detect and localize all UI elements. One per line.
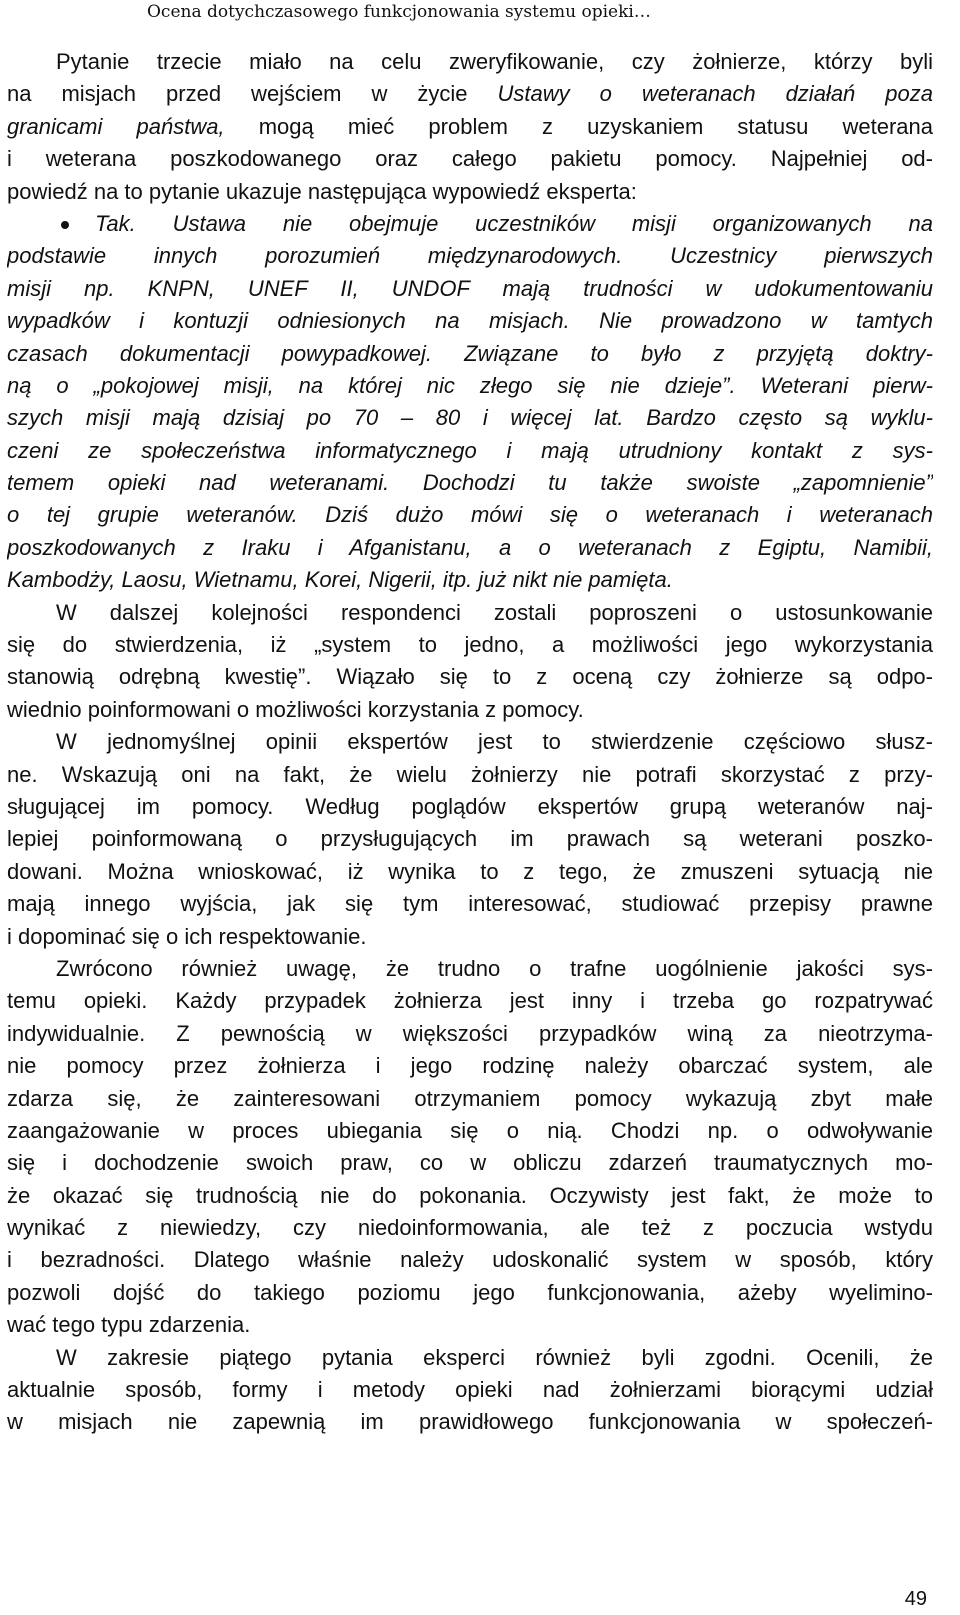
text-line bbox=[7, 888, 933, 920]
text-span: aktualnie sposób, formy i metody opieki nad żołnierzami biorącymi udział bbox=[7, 1377, 933, 1403]
text-span: i dopominać się o ich respektowanie. bbox=[7, 923, 367, 949]
text-line bbox=[7, 1244, 933, 1276]
text-line bbox=[7, 111, 933, 143]
text-span: mogą mieć problem z uzyskaniem statusu weterana bbox=[224, 113, 933, 139]
text-line bbox=[7, 1115, 933, 1147]
text-span: misji np. KNPN, UNEF II, UNDOF mają trudności w udokumentowaniu bbox=[7, 275, 933, 301]
text-span: zdarza się, że zainteresowani otrzymaniem pomocy wykazują zbyt małe bbox=[7, 1085, 933, 1111]
italic-act-title: granicami państwa, bbox=[7, 113, 225, 139]
text-line bbox=[7, 1180, 933, 1212]
text-line bbox=[7, 823, 933, 855]
text-span: wynikać z niewiedzy, czy niedoinformowania, ale też z poczucia wstydu bbox=[7, 1215, 933, 1241]
text-span: ną o „pokojowej misji, na której nic złego się nie dzieje”. Weterani pierw- bbox=[7, 372, 933, 398]
text-span: pozwoli dojść do takiego poziomu jego funkcjonowania, ażeby wyelimino- bbox=[7, 1279, 933, 1305]
text-span: się i dochodzenie swoich praw, co w obliczu zdarzeń traumatycznych mo- bbox=[7, 1150, 933, 1176]
text-line bbox=[7, 791, 933, 823]
text-span: i bezradności. Dlatego właśnie należy udoskonalić system w sposób, który bbox=[7, 1247, 933, 1273]
text-line bbox=[7, 1277, 933, 1309]
text-line bbox=[7, 143, 933, 175]
quote-line bbox=[7, 532, 933, 564]
text-line bbox=[7, 629, 933, 661]
quote-line bbox=[7, 240, 933, 272]
text-span: nie pomocy przez żołnierza i jego rodzinę należy obarczać system, ale bbox=[7, 1053, 933, 1079]
text-line bbox=[7, 694, 933, 726]
text-span: podstawie innych porozumień międzynarodowych. Uczestnicy pierwszych bbox=[7, 243, 933, 269]
text-span: Pytanie trzecie miało na celu zweryfikowanie, czy żołnierze, którzy byli bbox=[56, 49, 933, 74]
text-span: temem opieki nad weteranami. Dochodzi tu także swoiste „zapomnienie” bbox=[7, 470, 933, 496]
italic-act-title: Ustawy o weteranach działań poza bbox=[497, 81, 933, 107]
text-line bbox=[7, 759, 933, 791]
text-span: sługującej im pomocy. Według poglądów ekspertów grupą weteranów naj- bbox=[7, 793, 933, 819]
text-span: czeni ze społeczeństwa informatycznego i mają utrudniony kontakt z sys- bbox=[7, 437, 933, 463]
text-span: że okazać się trudnością nie do pokonania. Oczywisty jest fakt, że może to bbox=[7, 1182, 933, 1208]
text-line bbox=[7, 1342, 933, 1374]
text-span: Kambodży, Laosu, Wietnamu, Korei, Nigerii, itp. już nikt nie pamięta. bbox=[7, 567, 673, 593]
text-line bbox=[7, 46, 933, 78]
quote-line bbox=[7, 435, 933, 467]
text-line bbox=[7, 1309, 933, 1341]
text-line bbox=[7, 1050, 933, 1082]
body-text bbox=[7, 46, 933, 1439]
text-span: powiedź na to pytanie ukazuje następująca wypowiedź eksperta: bbox=[7, 178, 637, 204]
quote-line bbox=[7, 499, 933, 531]
running-header: Ocena dotychczasowego funkcjonowania systemu opieki… bbox=[147, 2, 651, 22]
text-span: Zwrócono również uwagę, że trudno o trafne uogólnienie jakości sys- bbox=[56, 955, 933, 981]
quote-line bbox=[7, 402, 933, 434]
quote-line bbox=[7, 370, 933, 402]
text-line bbox=[7, 985, 933, 1017]
quote-line bbox=[7, 467, 933, 499]
text-line bbox=[7, 1147, 933, 1179]
text-span: W zakresie piątego pytania eksperci również byli zgodni. Ocenili, że bbox=[56, 1344, 933, 1370]
quote-line bbox=[7, 273, 933, 305]
text-span: i weterana poszkodowanego oraz całego pakietu pomocy. Najpełniej od- bbox=[7, 146, 933, 172]
text-line bbox=[7, 921, 933, 953]
text-span: ne. Wskazują oni na fakt, że wielu żołnierzy nie potrafi skorzystać z przy- bbox=[7, 761, 933, 787]
quote-line bbox=[7, 338, 933, 370]
text-line bbox=[7, 1212, 933, 1244]
text-span: indywidualnie. Z pewnością w większości przypadków winą za nieotrzyma- bbox=[7, 1020, 933, 1046]
text-span: wać tego typu zdarzenia. bbox=[7, 1312, 251, 1338]
text-line bbox=[7, 176, 933, 208]
text-span: o tej grupie weteranów. Dziś dużo mówi się o weteranach i weteranach bbox=[7, 502, 933, 528]
text-span: mają innego wyjścia, jak się tym interesować, studiować przepisy prawne bbox=[7, 891, 933, 917]
text-span: temu opieki. Każdy przypadek żołnierza jest inny i trzeba go rozpatrywać bbox=[7, 988, 933, 1014]
text-span: w misjach nie zapewnią im prawidłowego funkcjonowania w społeczeń- bbox=[7, 1409, 933, 1435]
text-span: W dalszej kolejności respondenci zostali poproszeni o ustosunkowanie bbox=[56, 599, 933, 625]
text-span: szych misji mają dzisiaj po 70 – 80 i więcej lat. Bardzo często są wyklu- bbox=[7, 405, 933, 431]
text-span: Tak. Ustawa nie obejmuje uczestników misji organizowanych na bbox=[95, 210, 933, 236]
text-line bbox=[7, 1374, 933, 1406]
text-line bbox=[7, 1083, 933, 1115]
text-span: na misjach przed wejściem w życie bbox=[7, 81, 498, 107]
text-line bbox=[7, 1406, 933, 1438]
text-line bbox=[7, 78, 933, 110]
quote-line bbox=[7, 305, 933, 337]
text-line bbox=[7, 856, 933, 888]
text-line bbox=[7, 597, 933, 629]
bullet-icon bbox=[61, 221, 69, 229]
text-line bbox=[7, 661, 933, 693]
text-span: lepiej poinformowaną o przysługujących im prawach są weterani poszko- bbox=[7, 826, 933, 852]
text-span: się do stwierdzenia, iż „system to jedno, a możliwości jego wykorzystania bbox=[7, 632, 933, 658]
text-line bbox=[7, 953, 933, 985]
text-line bbox=[7, 1018, 933, 1050]
page-number: 49 bbox=[904, 1588, 927, 1610]
quote-line bbox=[7, 564, 933, 596]
text-span: dowani. Można wnioskować, iż wynika to z tego, że zmuszeni sytuacją nie bbox=[7, 858, 933, 884]
text-span: W jednomyślnej opinii ekspertów jest to stwierdzenie częściowo słusz- bbox=[56, 729, 933, 755]
text-span: wypadków i kontuzji odniesionych na misjach. Nie prowadzono w tamtych bbox=[7, 308, 933, 334]
quote-line bbox=[7, 208, 933, 240]
text-span: czasach dokumentacji powypadkowej. Związane to było z przyjętą doktry- bbox=[7, 340, 933, 366]
text-line bbox=[7, 726, 933, 758]
text-span: stanowią odrębną kwestię”. Wiązało się to z oceną czy żołnierze są odpo- bbox=[7, 664, 933, 690]
text-span: zaangażowanie w proces ubiegania się o nią. Chodzi np. o odwoływanie bbox=[7, 1117, 933, 1143]
text-span: poszkodowanych z Iraku i Afganistanu, a o weteranach z Egiptu, Namibii, bbox=[7, 534, 933, 560]
text-span: wiednio poinformowani o możliwości korzystania z pomocy. bbox=[7, 696, 584, 722]
